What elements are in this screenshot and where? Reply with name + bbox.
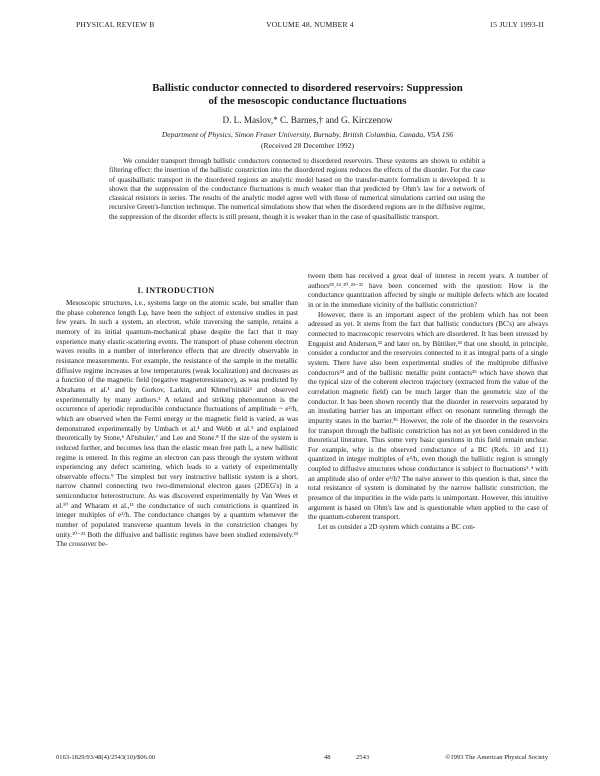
page-footer (56, 754, 548, 764)
body-paragraph: Let us consider a 2D system which contains a BC con- (318, 523, 476, 532)
body-paragraph: Mesoscopic structures, i.e., systems large on the atomic scale, but smaller than the phase coherence length Lφ, have been the subject of extensive studies in past few years. In such a system, an electron, while traversing the sample, retains a memory of its initial quantum-mechanical phase despite the fact that it may experience many elastic-scattering events. The transport of phase coherent electron waves results in a number of interference effects that are directly observable in resistance measurements. For example, the resistance of the sample in the metallic diffusive regime increases at low temperatures (weak localization) and decreases as a function of the magnetic field (negative magnetoresistance), as was predicted by Abrahams et al.¹ and by Gorkov, Larkin, and Khmel'nitskii² and observed experimentally by many authors.³ A related and striking phenomenon is the occurrence of aperiodic reproducible conductance fluctuations of amplitude ~ e²/h, which are observed when the Fermi energy or the magnetic field is varied, as was demonstrated experimentally by Umbach et al.⁴ and Webb et al.⁵ and explained theoretically by Stone,⁶ Al'tshuler,⁷ and Lee and Stone.⁸ If the size of the system is reduced further, and becomes less than the elastic mean free path lₑ, a new ballistic regime is entered. In this regime an electron can pass through the system without experiencing any defect scattering, which leads to a variety of experimentally observable effects.⁹ The simplest but very instructive ballistic system is a short, narrow channel connecting two two-dimensional electron gases (2DEG's) in a semiconductor heterostructure. As was discovered experimentally by Van Wees et al.¹⁰ and Wharam et al.,¹¹ the conductance of such constrictions is quantized in integer multiples of e²/h. The conductance changes by a quantum whenever the number of populated transverse quantum levels in the constriction changes by unity.¹⁰⁻²² Both the diffusive and ballistic regimes have been studied extensively.²³ The crossover be- (56, 299, 298, 549)
running-header (76, 20, 544, 32)
body-paragraph: However, there is an important aspect of the problem which has not been adressed as yet. It stems from the fact that ballistic conductors (BC's) are always connected to macroscopic reservoirs which are disordered. It has been stressed by Engquist and Anderson,³² and later on, by Büttiker,³³ that one should, in principle, consider a conductor and the reservoirs connected to it as integral parts of a single system. There have also been experimental studies of the multiprobe diffusive conductors³⁴ and of the ballistic metallic point contacts³⁵ which have shown that the typical size of the coherent electron trajectory (extracted from the value of the correlation magnetic field) can be much larger than the geometric size of the conductor. It has been shown recently that the disorder in reservoirs separated by an insulating barrier has an important effect on resonant tunneling through the impurity states in the barrier.³⁶ However, the role of the disorder in the reservoirs for transport through the ballistic constriction has not as yet been considered in the theoretical literature. Thus some very basic questions in this field remain unclear. For example, why is the observed conductance of a BC (Refs. 10 and 11) quantized in integer multiples of e²/h, even though the ballistic region is strongly coupled to diffusive structures whose conductance is subject to fluctuations³˒⁴ with an amplitude also of order e²/h? The naive answer to this question is that, since the total resistance of system is dominated by the narrow ballistic constriction, the presence of the impurities in the wide parts is unimportant. However, this intuitive argument is based on Ohm's law and is questionable when applied to the case of the quantum-coherent transport. (308, 310, 548, 522)
right-column (308, 272, 548, 533)
section-heading: I. INTRODUCTION (137, 286, 215, 295)
abstract: We consider transport through ballistic conductors connected to disordered reservoirs. These systems are shown to exhibit a filtering effect: the insertion of the ballistic constriction into the disordered regions reduces the effects of the disorder. For the case of quasiballistic transport in the disordered regions an analytic model based on the transfer-matrix formalism is developed. It is shown that the suppression of the conductance fluctuations is much weaker than that predicted by Ohm's law for a network of classical resistors in series. The results of the analytic model agree well with those of numerical simulations carried out using the recursive Green's-function technique. The numerical simulations show that when the disordered regions are in the diffusive regime, the suppression of the disorder effects is still present, though it is weaker than in the case of quasiballistic transport. (109, 157, 485, 221)
title-line-1: Ballistic conductor connected to disordered reservoirs: Suppression (152, 82, 463, 94)
received-date: (Received 28 December 1992) (261, 141, 354, 150)
journal-name: PHYSICAL REVIEW B (76, 20, 155, 29)
copyright-code: 0163-1829/93/48(4)/2543(10)/$06.00 (56, 754, 156, 761)
article-title (70, 82, 545, 108)
page-number: 2543 (356, 754, 370, 761)
issue-date: 15 JULY 1993-II (489, 20, 544, 29)
author-list: D. L. Maslov,* C. Barnes,† and G. Kirczenow (222, 115, 393, 125)
body-paragraph: tween them has received a great deal of interest in recent years. A number of authors²⁸˒²⁴˒³⁰˒²³⁻³¹ have been concerned with the question: How is the conductance quantization affected by single or multiple defects which are located in or in the immediate vicinity of the ballistic constriction? (308, 272, 548, 309)
copyright-notice: ©1993 The American Physical Society (445, 754, 548, 761)
volume-number: VOLUME 48, NUMBER 4 (266, 20, 354, 29)
volume-mark: 48 (324, 754, 331, 761)
affiliation: Department of Physics, Simon Fraser University, Burnaby, British Columbia, Canada, V5A 1S6 (161, 130, 454, 139)
left-column (56, 299, 298, 550)
title-line-2: of the mesoscopic conductance fluctuations (208, 95, 407, 107)
